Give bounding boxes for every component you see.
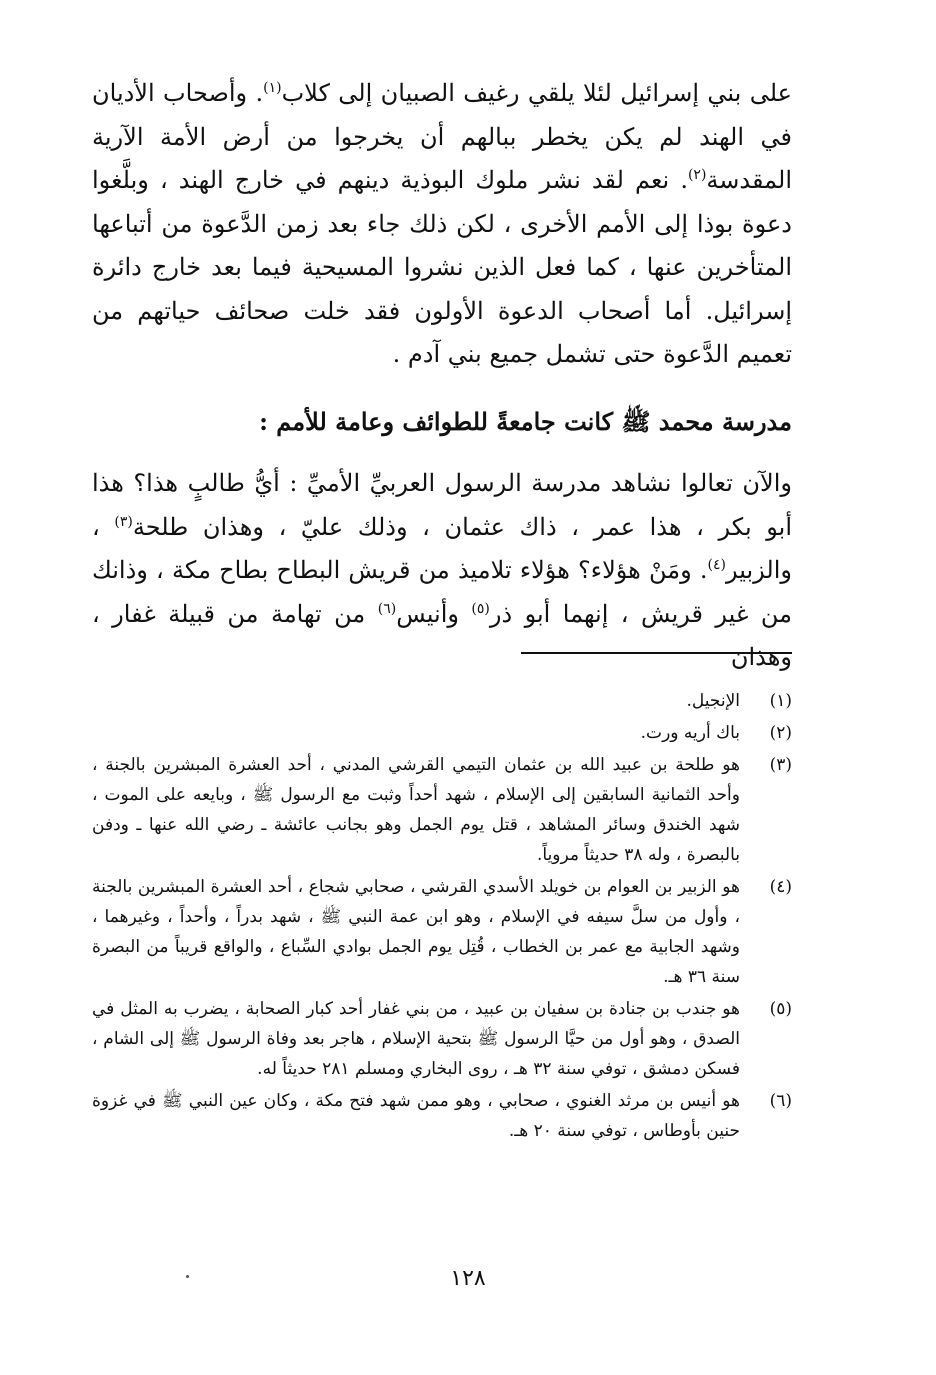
paragraph-text: من تهامة من قبيلة غفار ، وهذان — [92, 599, 792, 671]
footnote-ref-3[interactable]: (٣) — [114, 513, 133, 530]
paragraph-text: على بني إسرائيل لئلا يلقي رغيف الصبيان إلى كلاب — [281, 79, 792, 107]
footnote-number: (٥) — [769, 999, 792, 1019]
footnote-separator — [521, 652, 792, 654]
paragraph-text: والآن تعالوا نشاهد مدرسة الرسول العربيِّ الأميِّ : أيُّ طالبٍ هذا؟ هذا أبو بكر ، هذا عمر ، ذاك عثمان ، وذلك عليّ ، وهذان طلحة — [92, 469, 792, 541]
footnote-1 — [92, 686, 792, 716]
section-heading: مدرسة محمد ﷺ كانت جامعةً للطوائف وعامة للأمم : — [259, 407, 792, 436]
footnote-text: هو أنيس بن مرثد الغنوي ، صحابي ، وهو ممن شهد فتح مكة ، وكان عين النبي ﷺ في غزوة حنين بأوطاس ، توفي سنة ٢٠ هـ. — [92, 1091, 740, 1141]
footnote-ref-6[interactable]: (٦) — [377, 600, 397, 617]
footnote-number: (٤) — [769, 877, 792, 897]
footnote-text: الإنجيل. — [686, 691, 740, 711]
footnote-text: باك أريه ورت. — [640, 723, 740, 743]
body-paragraph-1 — [92, 72, 792, 377]
footnote-ref-2[interactable]: (٢) — [687, 167, 707, 183]
paragraph-text: . ومَنْ هؤلاء؟ هؤلاء تلاميذ من قريش البطاح بطاح مكة ، وذانك من غير قريش ، إنهما أبو ذر — [92, 556, 792, 628]
footnote-number: (٢) — [769, 723, 792, 743]
body-paragraph-2 — [92, 462, 792, 680]
footnote-4 — [92, 872, 792, 992]
footnote-number: (١) — [769, 691, 792, 711]
footnote-ref-5[interactable]: (٥) — [471, 600, 490, 617]
footnote-ref-4[interactable]: (٤) — [707, 557, 727, 573]
footnote-2 — [92, 718, 792, 748]
footnote-6 — [92, 1086, 792, 1146]
footnote-3 — [92, 750, 792, 870]
footnote-ref-1[interactable]: (١) — [263, 80, 282, 96]
footnote-number: (٣) — [769, 755, 792, 775]
scan-speck — [186, 1275, 189, 1278]
paragraph-text: وأنيس — [396, 599, 459, 628]
footnote-text: هو جندب بن جنادة بن سفيان بن عبيد ، من بني غفار أحد كبار الصحابة ، يضرب به المثل في الصدق ، وهو أول من حيَّا الرسول ﷺ بتحية الإسلام ، هاجر بعد وفاة الرسول ﷺ إلى الشام ، فسكن دمشق ، توفي سنة ٣٢ هـ ، روى البخاري ومسلم ٢٨١ حديثاً له. — [92, 999, 740, 1079]
footnote-number: (٦) — [769, 1091, 792, 1111]
footnote-5 — [92, 994, 792, 1084]
paragraph-text: ، والزبير — [92, 512, 792, 584]
footnotes-list — [92, 686, 792, 1148]
footnote-text: هو طلحة بن عبيد الله بن عثمان التيمي القرشي المدني ، أحد العشرة المبشرين بالجنة ، وأحد الثمانية السابقين إلى الإسلام ، شهد أحداً وثبت مع الرسول ﷺ ، وبايعه على الموت ، شهد الخندق وسائر المشاهد ، قتل يوم الجمل وهو بجانب عائشة ـ رضي الله عنها ـ ودفن بالبصرة ، وله ٣٨ حديثاً مروياً. — [92, 755, 740, 865]
footnote-text: هو الزبير بن العوام بن خويلد الأسدي القرشي ، صحابي شجاع ، أحد العشرة المبشرين بالجنة ، وأول من سلَّ سيفه في الإسلام ، وهو ابن عمة النبي ﷺ ، شهد بدراً ، وأحداً ، وغيرهما ، وشهد الجابية مع عمر بن الخطاب ، قُتِل يوم الجمل بوادي السِّباع ، والواقع قريباً من البصرة سنة ٣٦ هـ. — [92, 877, 740, 987]
paragraph-text: . وأصحاب الأديان في الهند لم يكن يخطر ببالهم أن يخرجوا من أرض الأمة الآرية المقدسة — [92, 79, 792, 194]
page-number: ١٢٨ — [450, 1266, 486, 1291]
paragraph-text: . نعم لقد نشر ملوك البوذية دينهم في خارج الهند ، وبلَّغوا دعوة بوذا إلى الأمم الأخرى ، لكن ذلك جاء بعد زمن الدَّعوة من أتباعها المتأخرين عنها ، كما فعل الذين نشروا المسيحية فيما بعد خارج دائرة إسرائيل. أما أصحاب الدعوة الأولون فقد خلت صحائف حياتهم من تعميم الدَّعوة حتى تشمل جميع بني آدم . — [92, 166, 792, 368]
